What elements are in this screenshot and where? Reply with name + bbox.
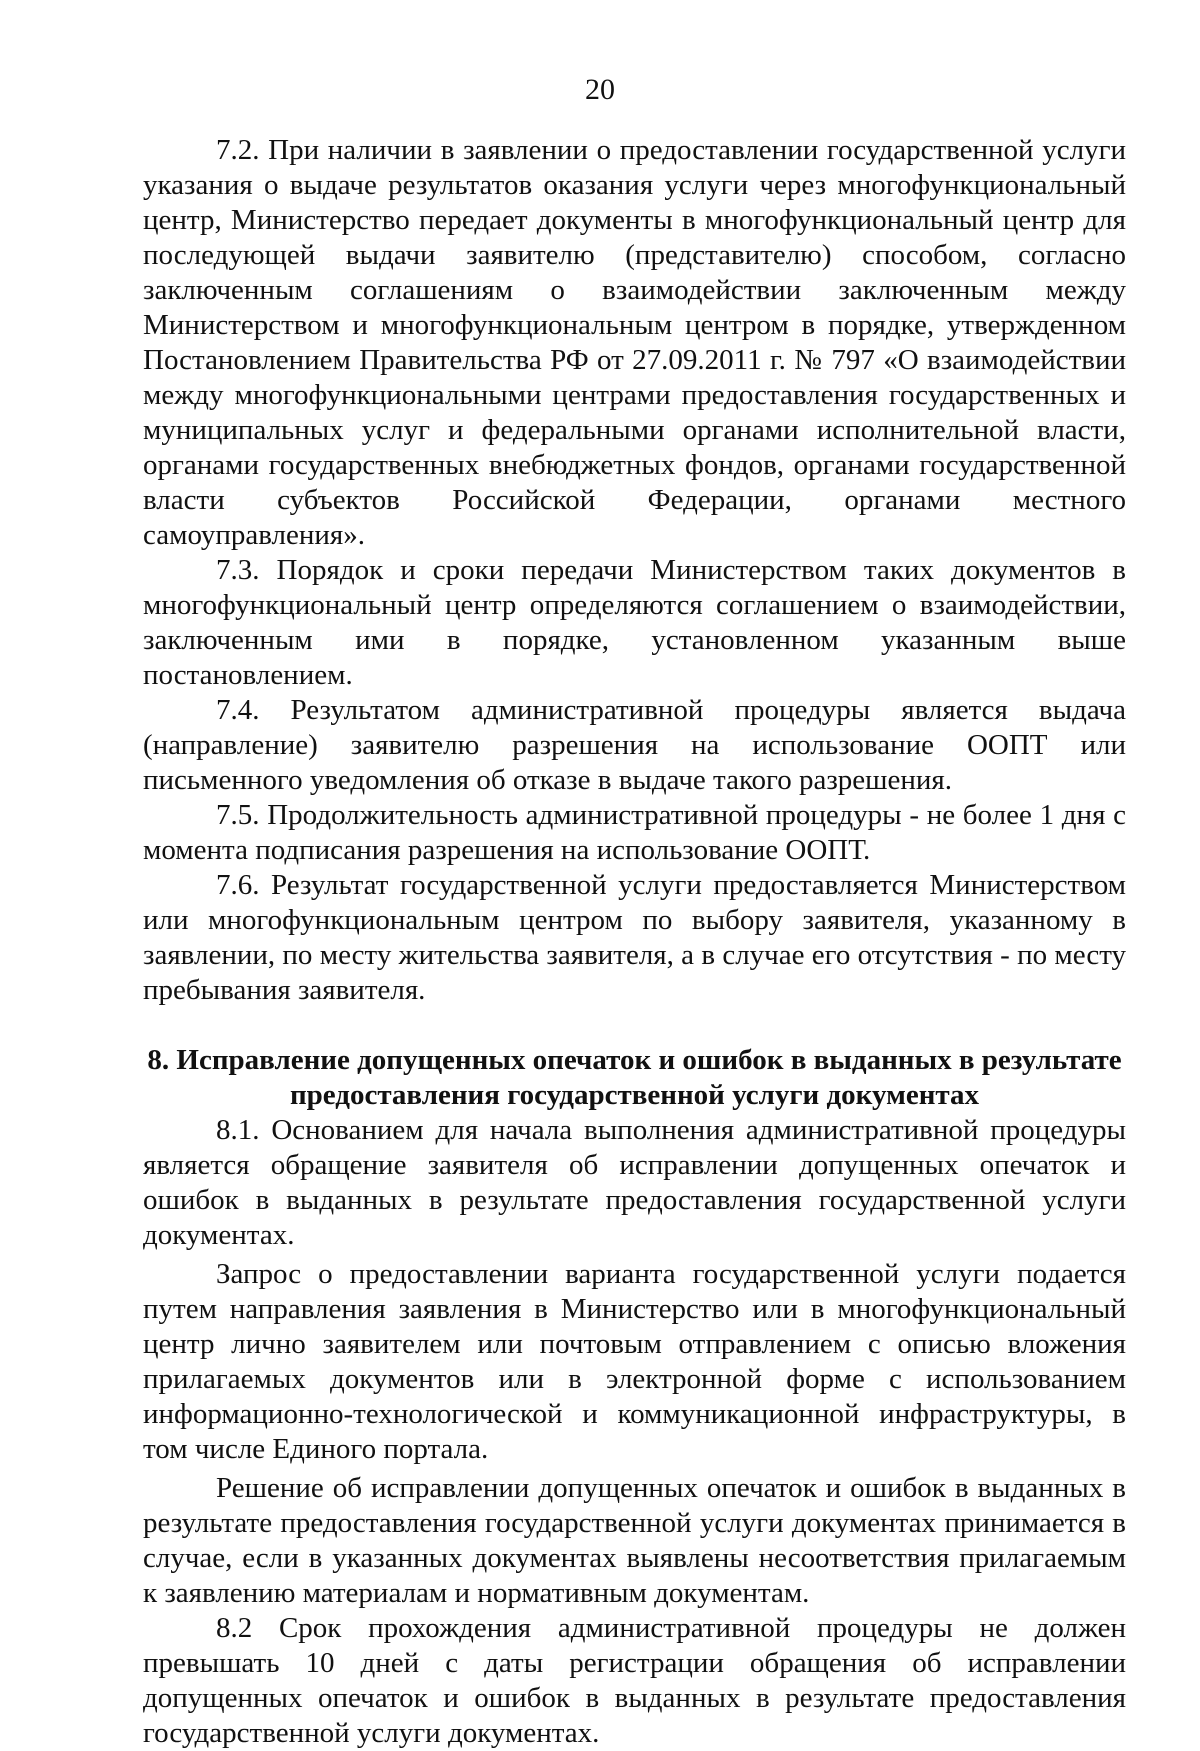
paragraph-8-1: 8.1. Основанием для начала выполнения административной процедуры является обращение заявителя об исправлении допущенных опечаток и ошибок в выданных в результате предоставления государственной услуги документах. — [143, 1114, 1126, 1251]
paragraph-7-5: 7.5. Продолжительность административной процедуры - не более 1 дня с момента подписания разрешения на использование ООПТ. — [143, 799, 1126, 866]
paragraph-7-4: 7.4. Результатом административной процедуры является выдача (направление) заявителю разрешения на использование ООПТ или письменного уведомления об отказе в выдаче такого разрешения. — [143, 694, 1126, 796]
page-number: 20 — [585, 73, 615, 106]
document-body — [143, 133, 1126, 1751]
section-8-heading — [143, 1043, 1126, 1113]
section-spacer — [143, 1008, 1126, 1043]
paragraph-8-2: 8.2 Срок прохождения административной процедуры не должен превышать 10 дней с даты регистрации обращения об исправлении допущенных опечаток и ошибок в выданных в результате предоставления государственной услуги документах. — [143, 1612, 1126, 1749]
paragraph-7-6: 7.6. Результат государственной услуги предоставляется Министерством или многофункциональным центром по выбору заявителя, указанному в заявлении, по месту жительства заявителя, а в случае его отсутствия - по месту пребывания заявителя. — [143, 869, 1126, 1006]
paragraph-decision: Решение об исправлении допущенных опечаток и ошибок в выданных в результате предоставления государственной услуги документах принимается в случае, если в указанных документах выявлены несоответствия прилагаемым к заявлению материалам и нормативным документам. — [143, 1472, 1126, 1609]
section-8-heading-line-1: 8. Исправление допущенных опечаток и ошибок в выданных в результате — [147, 1044, 1122, 1076]
paragraph-7-3: 7.3. Порядок и сроки передачи Министерством таких документов в многофункциональный центр определяются соглашением о взаимодействии, заключенным ими в порядке, установленном указанным выше постановлением. — [143, 554, 1126, 691]
paragraph-7-2: 7.2. При наличии в заявлении о предоставлении государственной услуги указания о выдаче результатов оказания услуги через многофункциональный центр, Министерство передает документы в многофункциональный центр для последующей выдачи заявителю (представителю) способом, согласно заключенным соглашениям о взаимодействии заключенным между Министерством и многофункциональным центром в порядке, утвержденном Постановлением Правительства РФ от 27.09.2011 г. № 797 «О взаимодействии между многофункциональными центрами предоставления государственных и муниципальных услуг и федеральными органами исполнительной власти, органами государственных внебюджетных фондов, органами государственной власти субъектов Российской Федерации, органами местного самоуправления». — [143, 134, 1126, 551]
paragraph-request: Запрос о предоставлении варианта государственной услуги подается путем направления заявления в Министерство или в многофункциональный центр лично заявителем или почтовым отправлением с описью вложения прилагаемых документов или в электронной форме с использованием информационно-технологической и коммуникационной инфраструктуры, в том числе Единого портала. — [143, 1258, 1126, 1465]
section-8-heading-line-2: предоставления государственной услуги документах — [289, 1079, 980, 1111]
